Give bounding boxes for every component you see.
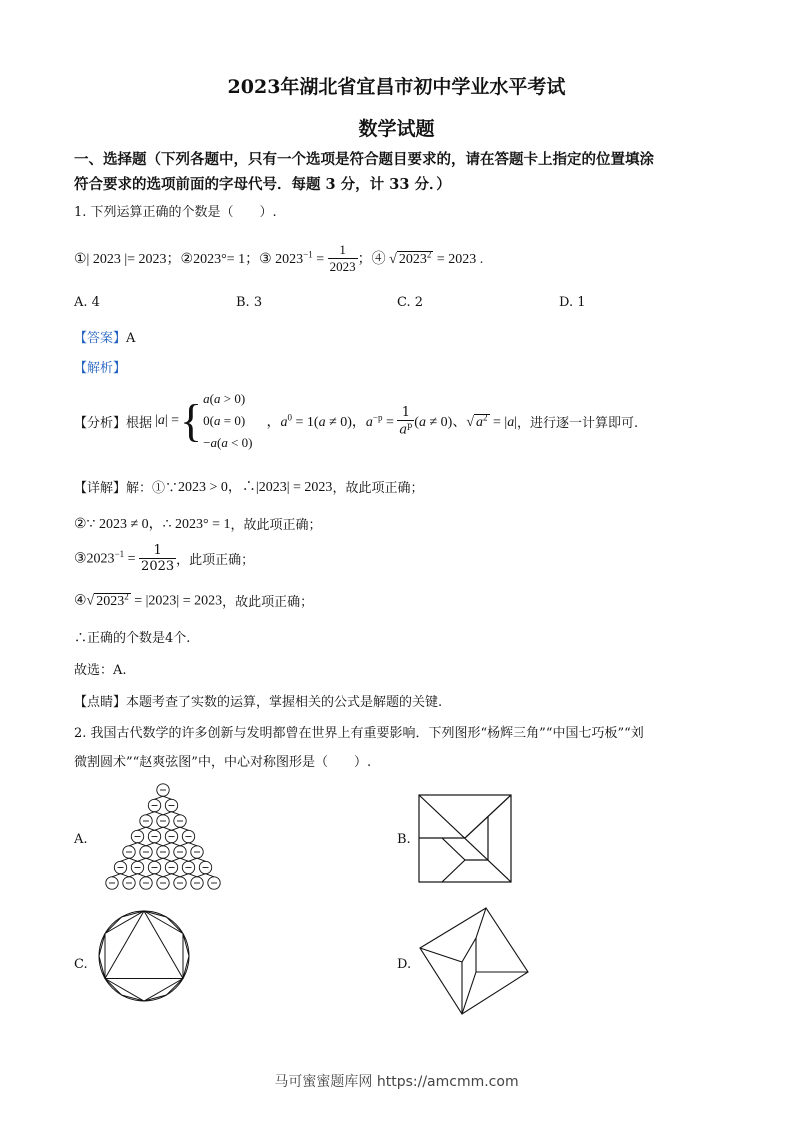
triangle-connector [163, 843, 172, 846]
triangle-connector [146, 858, 155, 861]
option-c: C. 2 [397, 295, 424, 310]
triangle-connector [172, 827, 181, 830]
question-2-stem-line2: 微割圆术”“赵爽弦图”中，中心对称图形是（ ）. [74, 755, 372, 770]
circle-cutting-figure [96, 908, 192, 1004]
triangle-connector [163, 812, 172, 815]
conclusion: ∴正确的个数是4个. [74, 631, 191, 646]
detail-4-tail: ，故此项正确； [222, 595, 314, 610]
triangle-connector [197, 874, 206, 877]
triangle-connector [163, 827, 172, 830]
detail-1-tail: ，故此项正确； [332, 480, 424, 496]
triangle-connector [172, 858, 181, 861]
triangle-connector [163, 796, 172, 799]
inscribed-polygon [105, 911, 183, 1001]
triangle-connector [155, 843, 164, 846]
fenxi-text2: ，进行逐一计算即可. [517, 415, 639, 431]
question-2-stem-line1: 2. 我国古代数学的许多创新与发明都曾在世界上有重要影响．下列图形“杨辉三角”“中国七巧板”“刘 [74, 726, 644, 741]
option-d: D. 1 [559, 295, 586, 310]
triangle-connector [197, 858, 206, 861]
detail-line-3: $③2023^{-1}$ = $\frac{1}{2023}$ ，此项正确； [74, 542, 255, 574]
triangle-connector [155, 827, 164, 830]
triangle-connector [155, 874, 164, 877]
triangle-connector [112, 874, 121, 877]
triangle-connector [138, 843, 147, 846]
triangle-connector [189, 858, 198, 861]
fenxi-text1: 根据 [126, 415, 153, 431]
zhao-shuang-figure [416, 906, 532, 1020]
triangle-connector [180, 874, 189, 877]
triangle-connector [155, 858, 164, 861]
triangle-connector [180, 843, 189, 846]
option-a: A. 4 [74, 295, 100, 310]
detail-2-tail: ，故此项正确； [230, 517, 322, 533]
triangle-connector [163, 858, 172, 861]
triangle-connector [146, 874, 155, 877]
triangle-connector [180, 858, 189, 861]
triangle-connector [121, 874, 130, 877]
triangle-connector [129, 843, 138, 846]
triangle-connector [189, 874, 198, 877]
yanghui-triangle-figure [88, 782, 238, 892]
detail-line-2: ②∵ 2023 ≠ 0，∴ 2023° = 1 ，故此项正确； [74, 513, 322, 533]
question-1-stem: 1. 下列运算正确的个数是（ ）. [74, 205, 277, 220]
section-heading-line2: 符合要求的选项前面的字母代号．每题 3 分，计 33 分．） [74, 176, 451, 193]
choice-line: 故选：A. [74, 663, 127, 678]
detail-3-tail: ，此项正确； [176, 552, 255, 568]
analysis-line: 【分析】 根据 |a| = { a(a > 0) 0(a = 0) −a(a < 0) ，$a^0 = 1(a \ne 0)$，$a^{-p}$ = $\frac{1}{a^p}$ (a ≠ 0)、√ $a^2 = |a|$ ，进行逐一计算即可. [74, 391, 639, 450]
answer-line [74, 327, 135, 346]
figure-label-b: B. [397, 832, 411, 847]
triangle-connector [138, 827, 147, 830]
outer-circle [99, 911, 189, 1001]
detail-line-4: ④√ $2023^2 = |2023| = 2023$ ，故此项正确； [74, 591, 314, 610]
triangle-connector [180, 827, 189, 830]
page-title: 2023年湖北省宜昌市初中学业水平考试 [227, 76, 566, 98]
answer-tag: 【答案】 [74, 331, 127, 346]
triangle-connector [129, 874, 138, 877]
triangle-connector [121, 858, 130, 861]
section-heading-line1: 一、选择题（下列各题中，只有一个选项是符合题目要求的，请在答题卡上指定的位置填涂 [74, 151, 654, 168]
figure-label-a: A. [74, 832, 88, 847]
triangle-connector [146, 812, 155, 815]
detail-line-1: 【详解】 解：①∵ 2023 > 0，∴|2023| = 2023 ，故此项正确； [74, 476, 423, 496]
answer-value: A [126, 331, 136, 346]
analysis-tag: 【解析】 [74, 361, 127, 376]
figure-label-c: C. [74, 957, 88, 972]
footer-watermark: 马可蜜蜜题库网 https://amcmm.com [274, 1074, 519, 1090]
detail-intro: 解：①∵ [126, 480, 179, 496]
triangle-connector [146, 827, 155, 830]
triangle-connector [163, 874, 172, 877]
triangle-connector [138, 858, 147, 861]
triangle-connector [155, 796, 164, 799]
triangle-connector [138, 874, 147, 877]
triangle-connector [172, 843, 181, 846]
tangram-figure [418, 794, 514, 884]
comment-tag: 【点睛】 [74, 695, 127, 710]
triangle-connector [155, 812, 164, 815]
comment-line [74, 691, 442, 710]
question-1-items: ①| 2023 |= 2023；②2023°= 1；③ $2023^{-1}$ = $\frac{1}{2023}$ ；④ √ $2023^2 = 2023$ . [74, 241, 484, 274]
option-b: B. 3 [236, 295, 263, 310]
figure-label-d: D. [397, 957, 412, 972]
triangle-connector [172, 874, 181, 877]
fenxi-tag: 【分析】 [74, 415, 127, 431]
triangle-connector [206, 874, 215, 877]
triangle-connector [129, 858, 138, 861]
page-subtitle: 数学试题 [358, 118, 435, 140]
triangle-connector [172, 812, 181, 815]
comment-text: 本题考查了实数的运算，掌握相关的公式是解题的关键. [126, 695, 443, 710]
triangle-connector [146, 843, 155, 846]
detail-tag: 【详解】 [74, 480, 127, 496]
triangle-connector [189, 843, 198, 846]
